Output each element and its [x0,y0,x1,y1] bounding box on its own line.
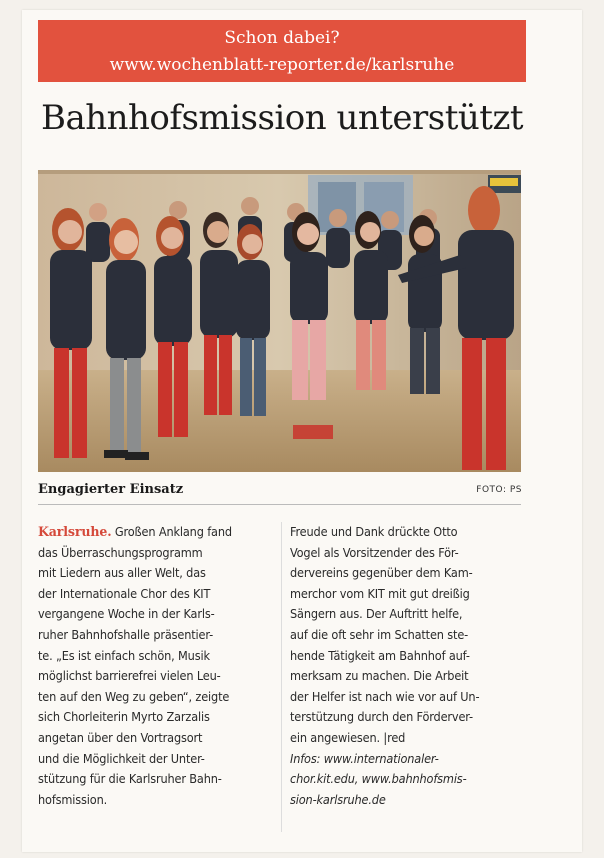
infos-link[interactable]: chor.kit.edu, www.bahnhofsmis- [290,771,467,787]
article-line: ten auf den Weg zu geben“, zeigte [38,688,230,704]
article-line: merksam zu machen. Die Arbeit [290,668,469,684]
dateline: Karlsruhe. [38,524,112,539]
choir-photo-illustration [38,170,521,472]
article-line: und die Möglichkeit der Unter- [38,750,205,766]
article-line: te. „Es ist einfach schön, Musik [38,647,210,663]
article-line: der Helfer ist nach wie vor auf Un- [290,688,480,704]
article-headline: Bahnhofsmission unterstützt [40,98,524,138]
article-line: Vogel als Vorsitzender des För- [290,544,459,560]
article-line: vergangene Woche in der Karls- [38,606,215,622]
article-line [38,522,276,543]
article-line: angetan über den Vortragsort [38,729,203,745]
choir-photo [38,170,521,472]
article-line: sich Chorleiterin Myrto Zarzalis [38,709,210,725]
banner-url[interactable]: www.wochenblatt-reporter.de/karlsruhe [109,55,455,75]
article-line: hende Tätigkeit am Bahnhof auf- [290,647,470,663]
photo-credit: FOTO: PS [476,485,522,495]
article-line: Freude und Dank drückte Otto [290,524,458,539]
article-line: auf die oft sehr im Schatten ste- [290,626,469,642]
article-line: stützung für die Karlsruher Bahn- [38,771,222,787]
article-line: merchor vom KIT mit gut dreißig [290,585,470,601]
banner-question: Schon dabei? [224,28,340,48]
column-divider [281,522,282,832]
article-line: terstützung durch den Förderver- [290,709,473,725]
infos-link[interactable]: sion-karlsruhe.de [290,791,386,807]
article-line: ein angewiesen. |red [290,729,406,745]
article-line: dervereins gegenüber dem Kam- [290,565,473,581]
article-column-right [290,522,528,810]
article-column-left [38,522,276,810]
article-line: Sängern aus. Der Auftritt helfe, [290,606,463,622]
infos-link[interactable]: Infos: www.internationaler- [290,750,439,766]
article-line: hofsmission. [38,791,108,807]
promo-banner[interactable] [38,20,526,82]
caption-divider [38,504,521,505]
article-line: mit Liedern aus aller Welt, das [38,565,206,581]
article-line: der Internationale Chor des KIT [38,585,211,601]
article-line: das Überraschungsprogramm [38,544,203,560]
photo-caption: Engagierter Einsatz [38,482,184,497]
article-line: ruher Bahnhofshalle präsentier- [38,626,214,642]
article-line: möglichst barrierefrei vielen Leu- [38,668,221,684]
article-line-text: Großen Anklang fand [111,524,232,539]
